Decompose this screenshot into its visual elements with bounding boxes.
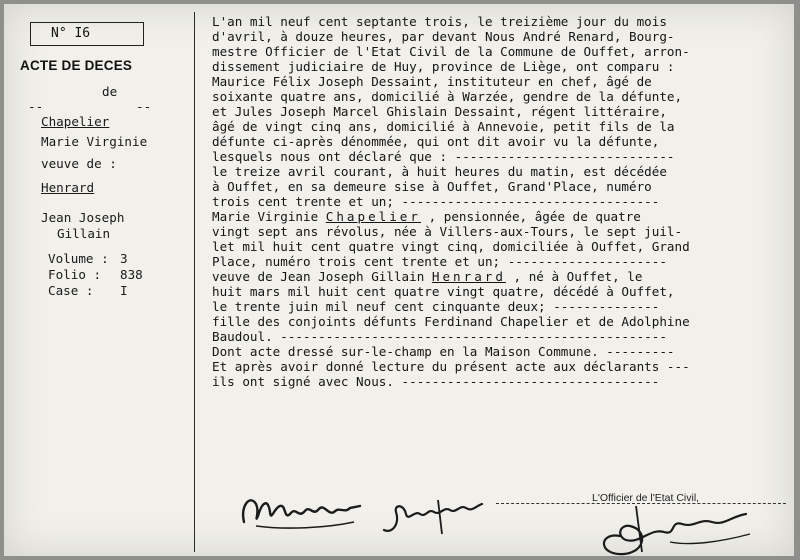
body-line-5: Maurice Félix Joseph Dessaint, instituteur en chef, âgé de [212,74,652,89]
margin-dashes-2: -- [136,99,152,114]
body-line-3: mestre Officier de l'Etat Civil de la Commune de Ouffet, arron- [212,44,690,59]
officer-label: L'Officier de l'Etat Civil, [592,492,700,504]
body-line-8: âgé de vingt cinq ans, domicilié à Annevoie, petit fils de la [212,119,675,134]
body-line-15: vingt sept ans révolus, née à Villers-aux-Tours, le sept juil- [212,224,683,239]
body-line-21: fille des conjoints défunts Ferdinand Chapelier et de Adolphine [212,314,690,329]
body-line-11: le treize avril courant, à huit heures du matin, est décédée [212,164,667,179]
margin-widow-of: veuve de : [41,156,117,171]
margin-husband-given-1: Jean Joseph [41,210,125,225]
husband-surname: Henrard [431,269,506,284]
body-line-23: Dont acte dressé sur-le-champ en la Maison Commune. --------- [212,344,675,359]
signature-maurice-dessaint [236,486,366,538]
margin-de: de [102,84,118,99]
case-label: Case : [48,283,94,298]
signature-jules-dessaint [378,490,488,542]
case-value: I [120,283,128,298]
volume-label: Volume : [48,251,109,266]
body-line-6: soixante quatre ans, domicilié à Warzée, gendre de la défunte, [212,89,683,104]
body-line-4: dissement judiciaire de Huy, province de Liège, ont comparu : [212,59,675,74]
signature-officer [590,502,760,556]
margin-husband-surname: Henrard [41,180,95,195]
body-line-2: d'avril, à douze heures, par devant Nous André Renard, Bourg- [212,29,675,44]
body-line-18 [212,269,642,284]
body-line-17: Place, numéro trois cent trente et un; --------------------- [212,254,667,269]
husband-given-names: veuve de Jean Joseph Gillain [212,269,432,284]
body-line-9: défunte ci-après dénommée, qui ont dit avoir vu la défunte, [212,134,660,149]
body-line-20: le trente juin mil neuf cent cinquante deux; -------------- [212,299,660,314]
record-number-box [30,22,144,46]
act-title: ACTE DE DECES [20,58,133,73]
body-line-18-rest: , né à Ouffet, le [505,269,643,284]
folio-value: 838 [120,267,143,282]
death-certificate-page [4,4,794,556]
margin-given-names: Marie Virginie [41,134,148,149]
body-line-13: trois cent trente et un; ---------------------------------- [212,194,660,209]
deceased-surname: Chapelier [325,209,421,224]
margin-dashes-1: -- [28,99,44,114]
volume-value: 3 [120,251,128,266]
body-line-25: ils ont signé avec Nous. ---------------------------------- [212,374,660,389]
margin-husband-given-2: Gillain [57,226,111,241]
body-line-14-rest: , pensionnée, âgée de quatre [420,209,641,224]
body-line-1: L'an mil neuf cent septante trois, le treizième jour du mois [212,14,667,29]
body-line-22: Baudoul. --------------------------------------------------- [212,329,667,344]
folio-label: Folio : [48,267,102,282]
body-line-14 [212,209,641,224]
body-line-24: Et après avoir donné lecture du présent acte aux déclarants --- [212,359,690,374]
body-line-10: lesquels nous ont déclaré que : ----------------------------- [212,149,675,164]
body-line-12: à Ouffet, en sa demeure sise à Ouffet, Grand'Place, numéro [212,179,652,194]
body-line-16: let mil huit cent quatre vingt cinq, domiciliée à Ouffet, Grand [212,239,690,254]
margin-surname: Chapelier [41,114,110,129]
body-line-19: huit mars mil huit cent quatre vingt quatre, décédé à Ouffet, [212,284,675,299]
body-line-7: et Jules Joseph Marcel Ghislain Dessaint, régent littéraire, [212,104,667,119]
record-number: N° I6 [51,26,91,41]
deceased-given-names: Marie Virginie [212,209,326,224]
